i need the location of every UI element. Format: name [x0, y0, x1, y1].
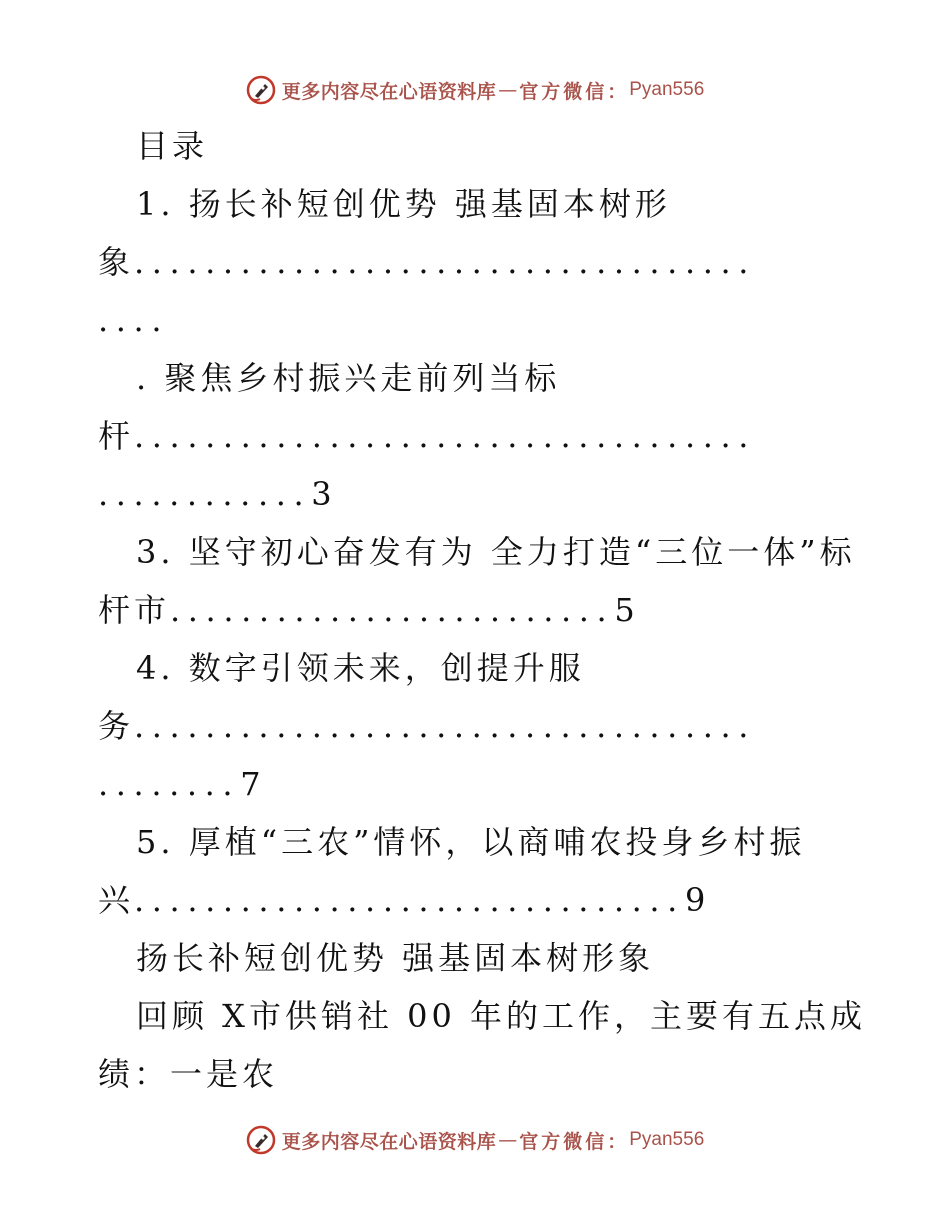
toc-entry-3-title: 3. 坚守初心奋发有为 全力打造“三位一体”标 — [136, 533, 856, 571]
toc-entry-5-title: 5. 厚植“三农”情怀，以商哺农投身乡村振 — [136, 823, 806, 861]
banner-main-text: 更多内容尽在心语资料库 — [281, 1130, 497, 1153]
toc-entry-1-tail: 象 — [98, 243, 135, 281]
toc-entry-4-dots-cont: ........ — [98, 765, 241, 803]
toc-entry-1-title: 1. 扬长补短创优势 强基固本树形 — [136, 185, 671, 223]
banner-wechat-id: Pyan556 — [629, 1129, 705, 1150]
toc-entry-2-leader — [98, 407, 858, 465]
toc-entry-5-dots: ............................... — [134, 881, 685, 919]
toc-entry-2-dots: ................................... — [134, 417, 757, 455]
body-paragraph-line-2: 绩：一是农 — [98, 1055, 279, 1093]
banner-wechat-id: Pyan556 — [629, 79, 705, 100]
toc-entry-2-title: . 聚焦乡村振兴走前列当标 — [136, 359, 561, 397]
footer-banner — [0, 1120, 950, 1160]
toc-entry-4-leader — [98, 697, 858, 755]
toc-entry-1-dots: ................................... — [134, 243, 757, 281]
toc-entry-1-leader-cont — [98, 291, 858, 349]
toc-entry-5-page: 9 — [684, 881, 706, 919]
toc-entry-3-page: 5 — [614, 591, 635, 629]
toc-entry-2-tail: 杆 — [98, 417, 135, 455]
toc-entry-3-dots: ......................... — [170, 591, 615, 629]
pen-nib-logo-icon — [246, 75, 276, 105]
toc-entry-2-leader-cont — [98, 465, 858, 523]
toc-entry-4-leader-cont — [98, 755, 858, 813]
document-body — [98, 117, 867, 1103]
pen-nib-logo-icon — [246, 1125, 276, 1155]
section-title: 扬长补短创优势 强基固本树形象 — [136, 939, 655, 977]
banner-wechat-label: 官方微信： — [519, 1130, 630, 1153]
toc-entry-4-title: 4. 数字引领未来，创提升服 — [136, 649, 585, 687]
banner-dash: — — [498, 79, 518, 101]
toc-entry-4-page: 7 — [240, 765, 261, 803]
body-paragraph-line-1: 回顾 X市供销社 00 年的工作，主要有五点成 — [136, 997, 867, 1035]
banner-dash: — — [498, 1129, 518, 1151]
toc-entry-3-leader — [98, 581, 858, 639]
toc-entry-5-tail: 兴 — [98, 881, 135, 919]
toc-entry-1-dots-cont: .... — [98, 301, 170, 339]
toc-entry-1-leader — [98, 233, 858, 291]
toc-entry-2-page: 3 — [311, 475, 332, 513]
toc-entry-4-tail: 务 — [98, 707, 135, 745]
toc-entry-2-dots-cont: ............ — [98, 475, 312, 513]
toc-entry-5-leader — [98, 871, 858, 929]
header-banner — [0, 70, 950, 110]
toc-entry-3-tail: 杆市 — [98, 591, 171, 629]
banner-wechat-label: 官方微信： — [519, 80, 630, 103]
toc-entry-4-dots: ................................... — [134, 707, 757, 745]
toc-heading: 目录 — [136, 127, 209, 165]
banner-main-text: 更多内容尽在心语资料库 — [281, 80, 497, 103]
